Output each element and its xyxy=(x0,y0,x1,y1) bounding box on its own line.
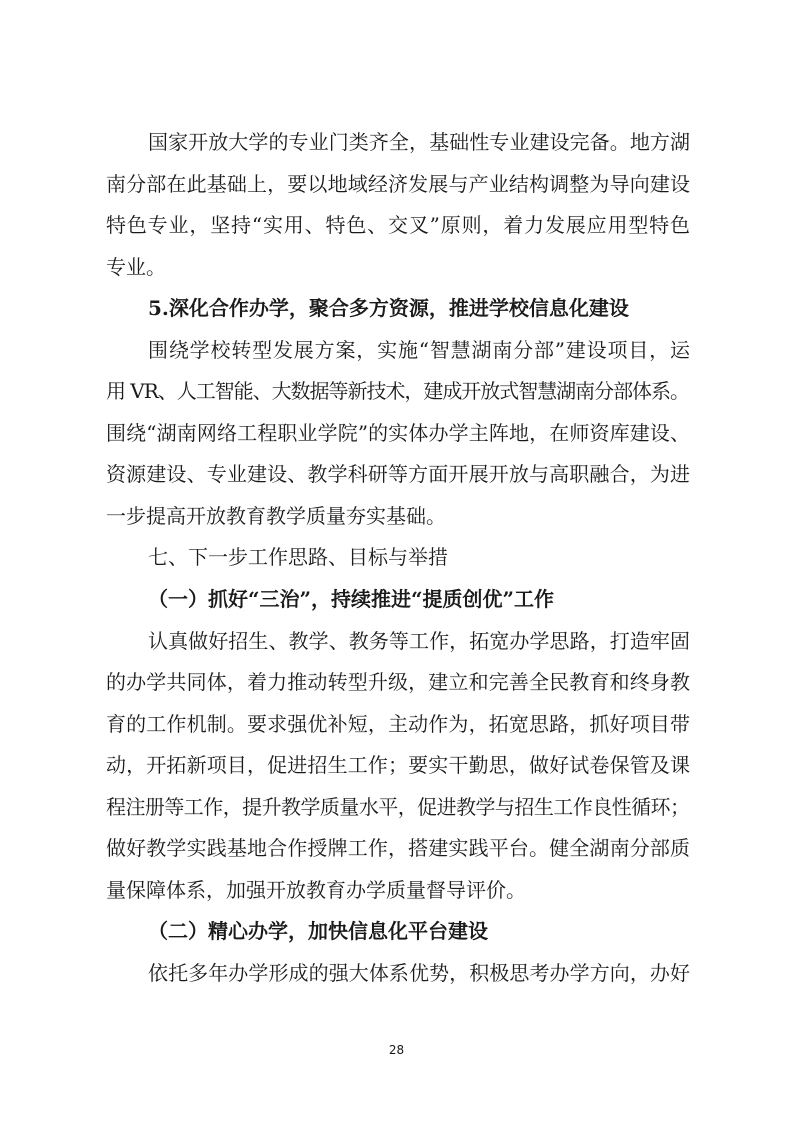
paragraph-line: 依托多年办学形成的强大体系优势，积极思考办学方向，办好 xyxy=(148,960,691,985)
page-number: 28 xyxy=(388,1043,405,1057)
subsection-title-1: （一）抓好“三治”，持续推进“提质创优”工作 xyxy=(148,587,555,612)
paragraph-line: 围绕“湖南网络工程职业学院”的实体办学主阵地，在师资库建设、 xyxy=(106,420,691,445)
paragraph-line: 的办学共同体，着力推动转型升级，建立和完善全民教育和终身教 xyxy=(106,670,691,695)
paragraph-line: 认真做好招生、教学、教务等工作，拓宽办学思路，打造牢固 xyxy=(148,628,691,653)
paragraph-line: 专业。 xyxy=(106,254,166,279)
paragraph-line: 南分部在此基础上，要以地域经济发展与产业结构调整为导向建设 xyxy=(106,171,691,196)
paragraph-specialty-construction xyxy=(106,122,690,288)
paragraph-line: 特色专业，坚持“实用、特色、交叉”原则，着力发展应用型特色 xyxy=(106,213,691,238)
heading-item-5: 5.深化合作办学，聚合多方资源，推进学校信息化建设 xyxy=(148,296,629,321)
section-title-7: 七、下一步工作思路、目标与举措 xyxy=(148,545,448,570)
body-text xyxy=(106,122,690,994)
paragraph-line: 程注册等工作，提升教学质量水平，促进教学与招生工作良性循环； xyxy=(106,794,690,819)
paragraph-line: 资源建设、专业建设、教学科研等方面开展开放与高职融合，为进 xyxy=(106,462,691,487)
paragraph-line: 围绕学校转型发展方案，实施“智慧湖南分部”建设项目，运 xyxy=(148,337,691,362)
paragraph-line: 一步提高开放教育教学质量夯实基础。 xyxy=(106,503,446,528)
paragraph-line: 动，开拓新项目，促进招生工作；要实干勤思，做好试卷保管及课 xyxy=(106,753,691,778)
paragraph-line: 育的工作机制。要求强优补短，主动作为，拓宽思路，抓好项目带 xyxy=(106,711,691,736)
subsection-title-2: （二）精心办学，加快信息化平台建设 xyxy=(148,919,488,944)
paragraph-line: 国家开放大学的专业门类齐全，基础性专业建设完备。地方湖 xyxy=(148,130,691,154)
paragraph-platform xyxy=(106,953,690,995)
paragraph-line: 量保障体系，加强开放教育办学质量督导评价。 xyxy=(106,877,526,902)
paragraph-cooperation xyxy=(106,330,690,538)
paragraph-line: 用 VR、人工智能、大数据等新技术，建成开放式智慧湖南分部体系。 xyxy=(106,379,689,404)
paragraph-three-governance xyxy=(106,621,690,912)
paragraph-line: 做好教学实践基地合作授牌工作，搭建实践平台。健全湖南分部质 xyxy=(106,836,691,861)
